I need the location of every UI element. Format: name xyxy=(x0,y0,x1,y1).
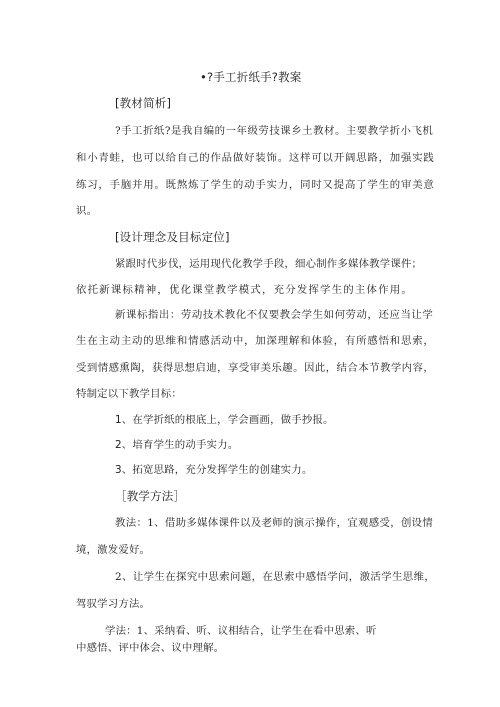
body-line: 境，激发爱好。 xyxy=(76,544,151,556)
goal-item: 2、培育学生的动手实力。 xyxy=(115,439,239,451)
body-line: 紧跟时代步伐，运用现代化教学手段，细心制作多媒体教学课件； xyxy=(115,258,423,270)
body-line: 2、让学生在探究中思索问题，在思索中感悟学问，激活学生思维， xyxy=(115,571,435,583)
body-line: 学法：1、采纳看、听、议相结合，让学生在看中思索、听 xyxy=(105,625,377,637)
body-line: 教法：1、借助多媒体课件以及老师的演示操作，宜观感受，创设情 xyxy=(115,517,433,529)
body-line: 中感悟、评中体会、议中理解。 xyxy=(76,642,225,654)
section-heading-teaching-method: ［教学方法］ xyxy=(115,489,186,503)
section-heading-design-concept: [设计理念及目标定位] xyxy=(115,230,230,244)
body-line: 受到情感熏陶，获得思想启迪，享受审美乐趣。因此，结合本节教学内容， xyxy=(76,362,434,374)
body-line: 特制定以下教学目标： xyxy=(76,388,182,400)
body-line: 练习，手脑并用。既熬炼了学生的动手实力，同时又提高了学生的审美意 xyxy=(76,179,434,191)
body-line: 依托新课标精神，优化课堂教学模式，充分发挥学生的主体作用。 xyxy=(76,284,412,296)
body-line: 和小青蛙，也可以给自己的作品做好装饰。这样可以开阔思路，加强实践 xyxy=(76,152,434,164)
goal-item: 1、在学折纸的根底上，学会画画，做手抄报。 xyxy=(115,414,334,426)
body-line: 识。 xyxy=(76,205,98,217)
body-line: 驾驭学习方法。 xyxy=(76,598,151,610)
section-heading-material-analysis: [教材简析] xyxy=(115,96,172,110)
goal-item: 3、拓宽思路，充分发挥学生的创建实力。 xyxy=(115,464,313,476)
body-line: 生在主动主动的思维和情感活动中，加深理解和体验，有所感悟和思索， xyxy=(76,335,434,347)
document-title: •?手工折纸手?教案 xyxy=(200,70,302,84)
body-line: ?手工折纸?是我自编的一年级劳技课乡土教材。主要教学折小飞机 xyxy=(115,125,433,137)
body-line: 新课标指出：劳动技术教化不仅要教会学生如何劳动，还应当让学 xyxy=(115,309,433,321)
